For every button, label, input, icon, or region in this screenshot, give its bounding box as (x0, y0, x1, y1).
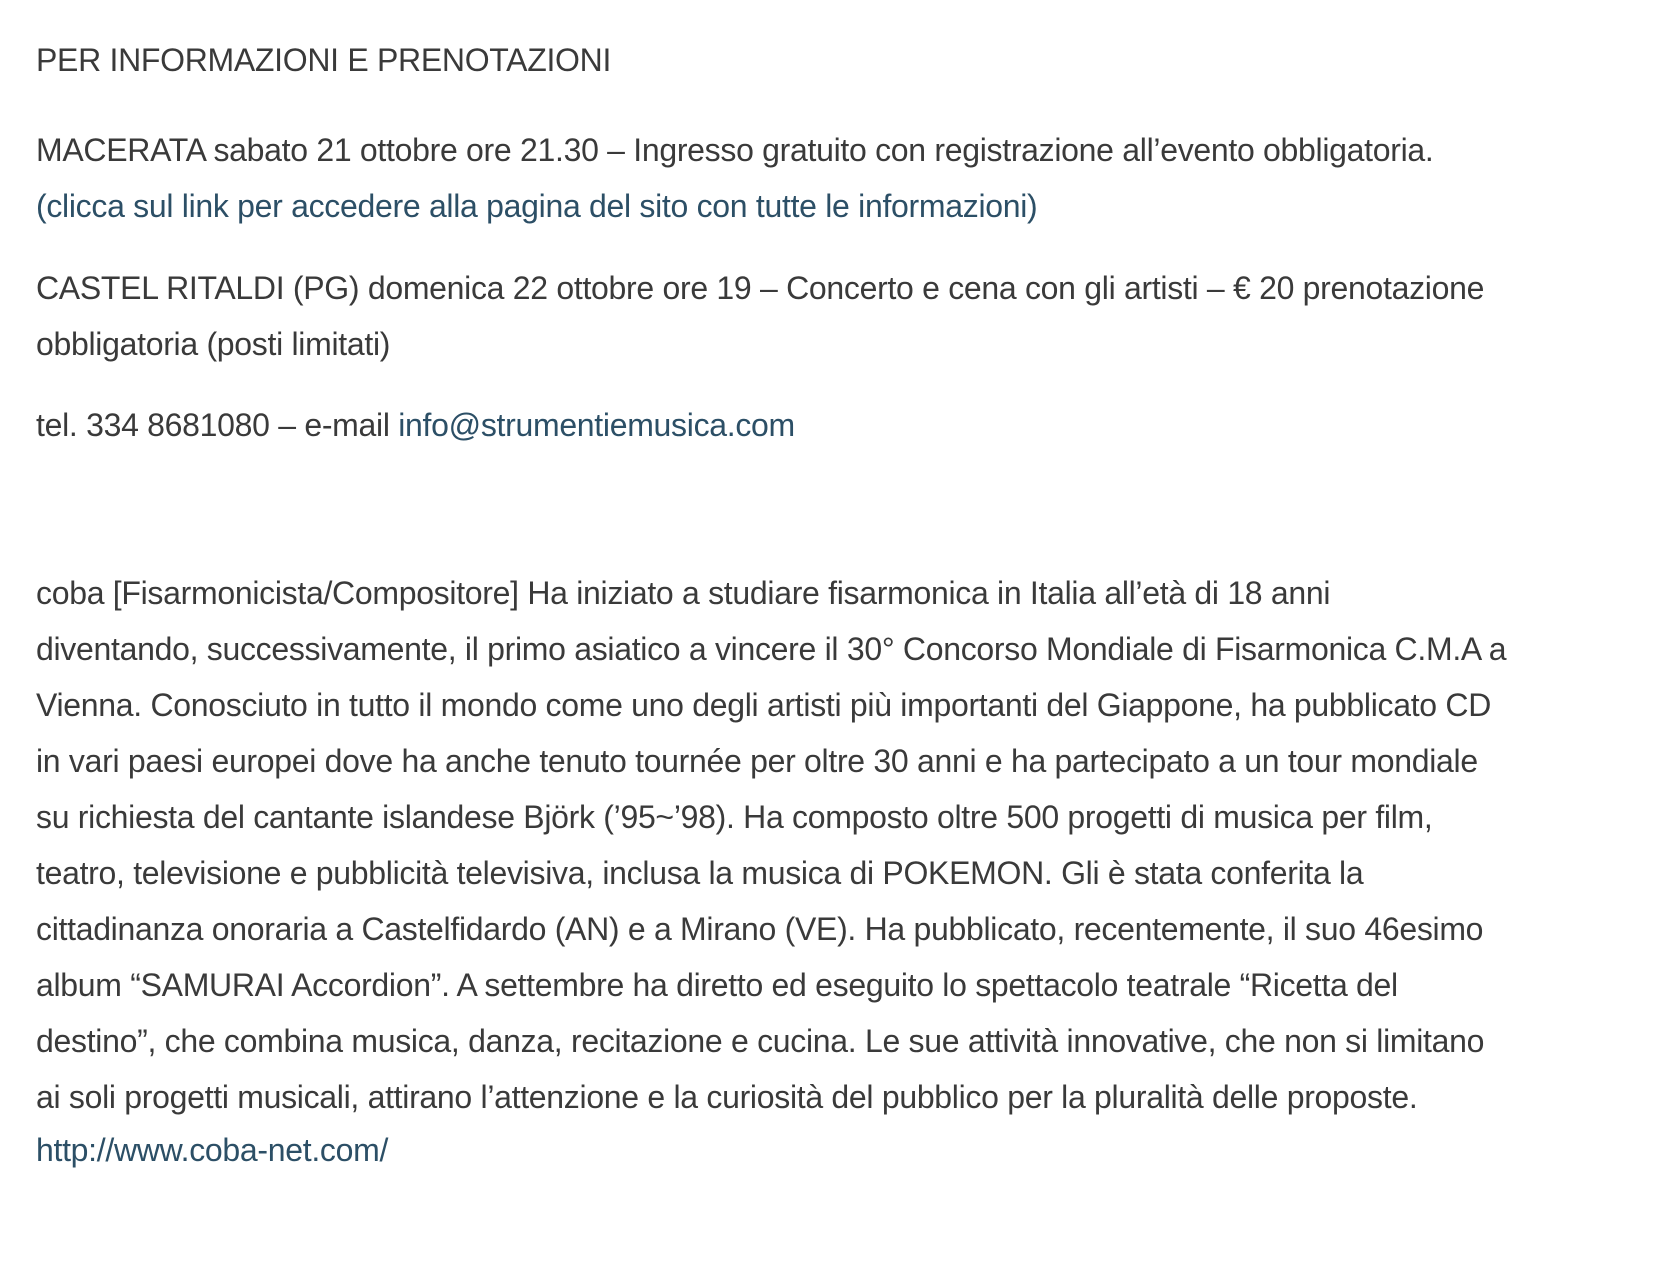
bio-line: album “SAMURAI Accordion”. A settembre ha diretto ed eseguito lo spettacolo teatrale “Ricetta del (36, 967, 1398, 1003)
contact-paragraph (36, 397, 795, 453)
bio-line: Vienna. Conosciuto in tutto il mondo come uno degli artisti più importanti del Giappone, ha pubblicato CD (36, 687, 1492, 723)
macerata-info-link[interactable]: (clicca sul link per accedere alla pagina del sito con tutte le informazioni) (36, 188, 1038, 224)
macerata-paragraph (36, 122, 1434, 234)
castel-line-2: obbligatoria (posti limitati) (36, 326, 391, 362)
castel-line-1: CASTEL RITALDI (PG) domenica 22 ottobre ore 19 – Concerto e cena con gli artisti – € 20 prenotazione (36, 270, 1485, 306)
bio-line: su richiesta del cantante islandese Björk (’95~’98). Ha composto oltre 500 progetti di musica per film, (36, 799, 1433, 835)
bio-line: cittadinanza onoraria a Castelfidardo (AN) e a Mirano (VE). Ha pubblicato, recentemente, il suo 46esimo (36, 911, 1484, 947)
bio-line: ai soli progetti musicali, attirano l’attenzione e la curiosità del pubblico per la pluralità delle proposte. (36, 1079, 1418, 1115)
website-link[interactable]: http://www.coba-net.com/ (36, 1132, 389, 1168)
bio-paragraph (36, 565, 1506, 1125)
bio-line: diventando, successivamente, il primo asiatico a vincere il 30° Concorso Mondiale di Fisarmonica C.M.A a (36, 631, 1507, 667)
bio-line: coba [Fisarmonicista/Compositore] Ha iniziato a studiare fisarmonica in Italia all’età di 18 anni (36, 575, 1331, 611)
email-link[interactable]: info@strumentiemusica.com (398, 407, 795, 443)
phone-text: tel. 334 8681080 – e-mail (36, 407, 399, 443)
bio-line: in vari paesi europei dove ha anche tenuto tournée per oltre 30 anni e ha partecipato a un tour mondiale (36, 743, 1478, 779)
macerata-text: MACERATA sabato 21 ottobre ore 21.30 – Ingresso gratuito con registrazione all’evento obbligatoria. (36, 132, 1434, 168)
bio-line: destino”, che combina musica, danza, recitazione e cucina. Le sue attività innovative, che non si limitano (36, 1023, 1485, 1059)
website-paragraph (36, 1122, 388, 1178)
castel-ritaldi-paragraph (36, 260, 1484, 372)
info-heading: PER INFORMAZIONI E PRENOTAZIONI (36, 42, 612, 78)
bio-line: teatro, televisione e pubblicità televisiva, inclusa la musica di POKEMON. Gli è stata conferita la (36, 855, 1364, 891)
